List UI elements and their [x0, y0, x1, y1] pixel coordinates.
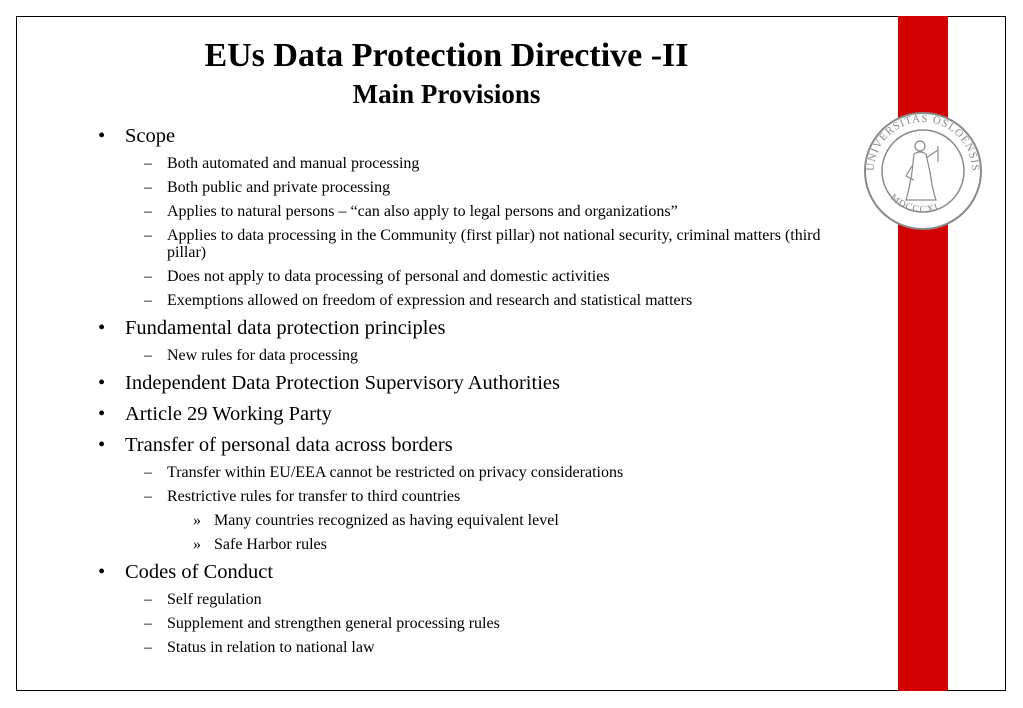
- bullet-text: Article 29 Working Party: [125, 403, 332, 425]
- bullet-marker: »: [193, 512, 201, 529]
- bullet-marker: –: [144, 227, 152, 244]
- bullet-marker: •: [98, 125, 106, 147]
- bullet-item: [98, 371, 828, 395]
- bullet-text: Transfer of personal data across borders: [125, 434, 453, 456]
- bullet-text: Transfer within EU/EEA cannot be restricted on privacy considerations: [167, 464, 624, 481]
- sub-bullet-item: [98, 615, 828, 632]
- bullet-marker: –: [144, 347, 152, 364]
- sub-sub-bullet-item: [98, 512, 828, 529]
- bullet-marker: –: [144, 155, 152, 172]
- bullet-text: Many countries recognized as having equivalent level: [214, 512, 559, 529]
- bullet-marker: •: [98, 317, 106, 339]
- bullet-marker: –: [144, 179, 152, 196]
- svg-text:MDCCCXI: MDCCCXI: [887, 192, 941, 216]
- svg-text:UNIVERSITAS OSLOENSIS: UNIVERSITAS OSLOENSIS: [864, 112, 982, 172]
- bullet-item: [98, 560, 828, 584]
- bullet-text: Scope: [125, 125, 176, 147]
- sub-bullet-item: [98, 591, 828, 608]
- university-seal-logo: [862, 110, 984, 232]
- bullet-marker: –: [144, 488, 152, 505]
- bullet-marker: •: [98, 403, 106, 425]
- sub-bullet-item: [98, 179, 828, 196]
- bullet-marker: –: [144, 591, 152, 608]
- bullet-text: Independent Data Protection Supervisory Authorities: [125, 372, 560, 394]
- sub-bullet-item: [98, 488, 828, 505]
- bullet-marker: –: [144, 292, 152, 309]
- bullet-marker: •: [98, 434, 106, 456]
- bullet-marker: »: [193, 536, 201, 553]
- bullet-marker: –: [144, 203, 152, 220]
- slide-title: EUs Data Protection Directive -II: [204, 37, 689, 74]
- bullet-text: New rules for data processing: [167, 347, 359, 364]
- sub-sub-bullet-item: [98, 536, 828, 553]
- bullet-text: Status in relation to national law: [167, 639, 375, 656]
- bullet-text: Does not apply to data processing of personal and domestic activities: [167, 268, 610, 285]
- sub-bullet-item: [98, 347, 828, 364]
- bullet-text: Self regulation: [167, 591, 262, 608]
- sub-bullet-item: [98, 268, 828, 285]
- bullet-marker: •: [98, 561, 106, 583]
- bullet-text: Applies to data processing in the Community (first pillar) not national security, criminal matters (third pillar): [167, 227, 821, 261]
- slide-subtitle: Main Provisions: [352, 79, 541, 109]
- bullet-text: Codes of Conduct: [125, 561, 274, 583]
- bullet-item: [98, 433, 828, 457]
- bullet-text: Safe Harbor rules: [214, 536, 327, 553]
- bullet-marker: –: [144, 615, 152, 632]
- bullet-text: Exemptions allowed on freedom of expression and research and statistical matters: [167, 292, 693, 309]
- bullet-text: Applies to natural persons – “can also apply to legal persons and organizations”: [167, 203, 678, 220]
- bullet-text: Both automated and manual processing: [167, 155, 420, 172]
- bullet-text: Both public and private processing: [167, 179, 391, 196]
- bullet-item: [98, 402, 828, 426]
- sub-bullet-item: [98, 292, 828, 309]
- bullet-marker: –: [144, 464, 152, 481]
- bullet-text: Fundamental data protection principles: [125, 317, 446, 339]
- bullet-marker: –: [144, 639, 152, 656]
- bullet-text: Restrictive rules for transfer to third countries: [167, 488, 461, 505]
- bullet-marker: –: [144, 268, 152, 285]
- bullet-marker: •: [98, 372, 106, 394]
- bullet-list: [98, 124, 828, 656]
- sub-bullet-item: [98, 464, 828, 481]
- bullet-text: Supplement and strengthen general processing rules: [167, 615, 500, 632]
- sub-bullet-item: [98, 227, 828, 261]
- sub-bullet-item: [98, 639, 828, 656]
- bullet-item: [98, 316, 828, 340]
- sub-bullet-item: [98, 155, 828, 172]
- bullet-item: [98, 124, 828, 148]
- sub-bullet-item: [98, 203, 828, 220]
